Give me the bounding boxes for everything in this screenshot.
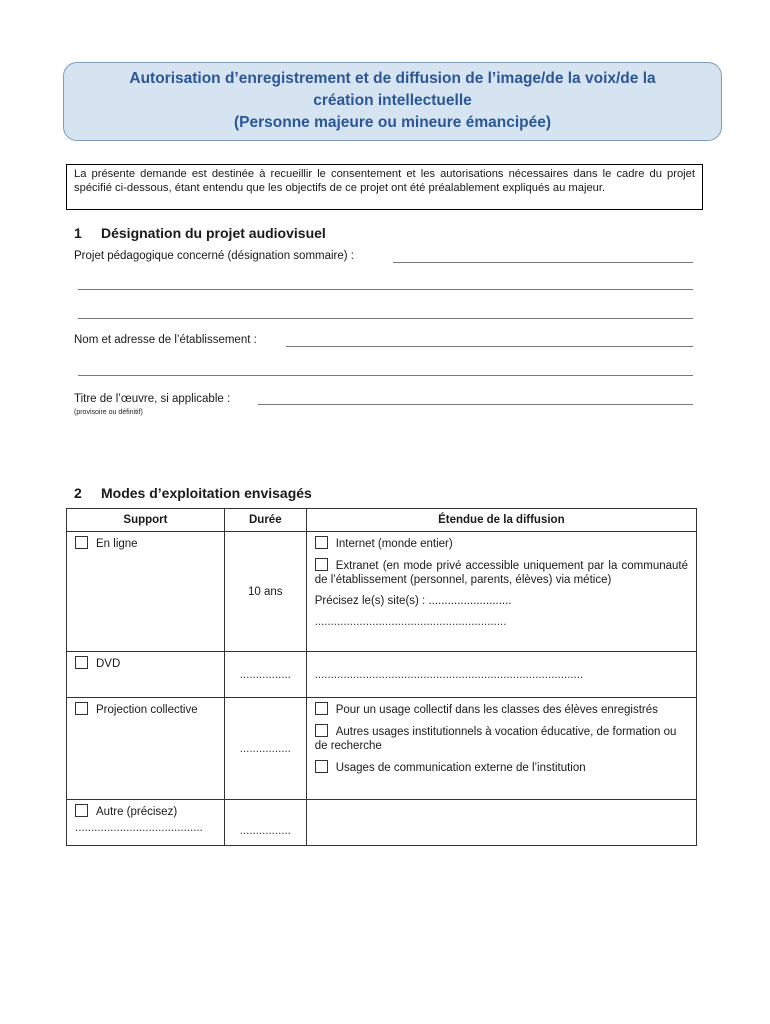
collective-use-checkbox[interactable] — [315, 702, 328, 715]
other-label: Autre (précisez) — [96, 806, 178, 818]
establishment-label: Nom et adresse de l’établissement : — [74, 334, 257, 346]
external-communication-checkbox[interactable] — [315, 760, 328, 773]
internet-label: Internet (monde entier) — [335, 538, 453, 550]
establishment-input-line-2[interactable] — [78, 375, 693, 376]
projection-label: Projection collective — [96, 704, 198, 716]
section-1-number: 1 — [74, 225, 82, 241]
dvd-duration[interactable]: ................ — [239, 668, 291, 681]
other-checkbox[interactable] — [75, 804, 88, 817]
support-dvd-cell — [67, 652, 225, 698]
header-support: Support — [67, 509, 225, 532]
support-other-cell — [67, 800, 225, 846]
dvd-extent[interactable]: .................................................................................... — [314, 668, 584, 681]
work-title-note: (provisoire ou définitif) — [74, 409, 143, 416]
project-input-line-3[interactable] — [78, 318, 693, 319]
duration-other-cell — [224, 800, 306, 846]
sites-dots[interactable]: ............................................................ — [314, 616, 507, 628]
section-1-title: Désignation du projet audiovisuel — [101, 225, 326, 241]
duration-online-cell — [224, 532, 306, 652]
table-row-other — [67, 800, 697, 846]
section-1-heading — [74, 225, 326, 241]
table-row-dvd — [67, 652, 697, 698]
extranet-checkbox[interactable] — [315, 558, 328, 571]
table-header-row — [67, 509, 697, 532]
external-communication-label: Usages de communication externe de l’institution — [335, 762, 586, 774]
duration-dvd-cell — [224, 652, 306, 698]
project-input-line[interactable] — [393, 262, 693, 263]
other-duration[interactable]: ................ — [239, 825, 291, 837]
institutional-use-label: Autres usages institutionnels à vocation éducative, de formation ou de recherche — [314, 726, 677, 752]
internet-checkbox[interactable] — [315, 536, 328, 549]
table-row-online — [67, 532, 697, 652]
online-duration: 10 ans — [248, 585, 283, 598]
modes-table — [66, 508, 697, 846]
support-projection-cell — [67, 698, 225, 800]
institutional-use-checkbox[interactable] — [315, 724, 328, 737]
section-2-number: 2 — [74, 485, 82, 501]
duration-projection-cell — [224, 698, 306, 800]
header-extent: Étendue de la diffusion — [306, 509, 696, 532]
online-checkbox[interactable] — [75, 536, 88, 549]
section-2-heading — [74, 485, 312, 501]
project-label: Projet pédagogique concerné (désignation sommaire) : — [74, 250, 354, 262]
support-online-cell — [67, 532, 225, 652]
work-title-label: Titre de l’œuvre, si applicable : — [74, 393, 231, 405]
title-line-3: (Personne majeure ou mineure émancipée) — [234, 114, 551, 131]
extranet-label: Extranet (en mode privé accessible uniquement par la communauté de l’établissement (personnel, parents, élèves) via métice) — [314, 560, 688, 586]
dvd-checkbox[interactable] — [75, 656, 88, 669]
extent-online-cell — [306, 532, 696, 652]
sites-label: Précisez le(s) site(s) : .......................... — [314, 595, 512, 607]
intro-box — [66, 164, 703, 210]
extent-projection-cell — [306, 698, 696, 800]
extent-dvd-cell — [306, 652, 696, 698]
title-box — [63, 62, 722, 141]
dvd-label: DVD — [96, 658, 121, 670]
online-label: En ligne — [96, 538, 138, 550]
section-2-title: Modes d’exploitation envisagés — [101, 485, 312, 501]
title-line-2: création intellectuelle — [313, 92, 472, 109]
other-dots[interactable]: ........................................ — [75, 822, 203, 834]
work-title-input-line[interactable] — [258, 404, 693, 405]
extent-other-cell — [306, 800, 696, 846]
header-duration: Durée — [224, 509, 306, 532]
project-input-line-2[interactable] — [78, 289, 693, 290]
intro-text: La présente demande est destinée à recueillir le consentement et les autorisations nécessaires dans le cadre du projet spécifié ci-dessous, étant entendu que les objectifs de ce projet ont été préalablement expliqués au majeur. — [74, 168, 695, 194]
collective-use-label: Pour un usage collectif dans les classes des élèves enregistrés — [335, 704, 658, 716]
projection-checkbox[interactable] — [75, 702, 88, 715]
projection-duration[interactable]: ................ — [239, 742, 291, 755]
table-row-projection — [67, 698, 697, 800]
establishment-input-line[interactable] — [286, 346, 693, 347]
title-line-1: Autorisation d’enregistrement et de diffusion de l’image/de la voix/de la — [129, 70, 656, 87]
